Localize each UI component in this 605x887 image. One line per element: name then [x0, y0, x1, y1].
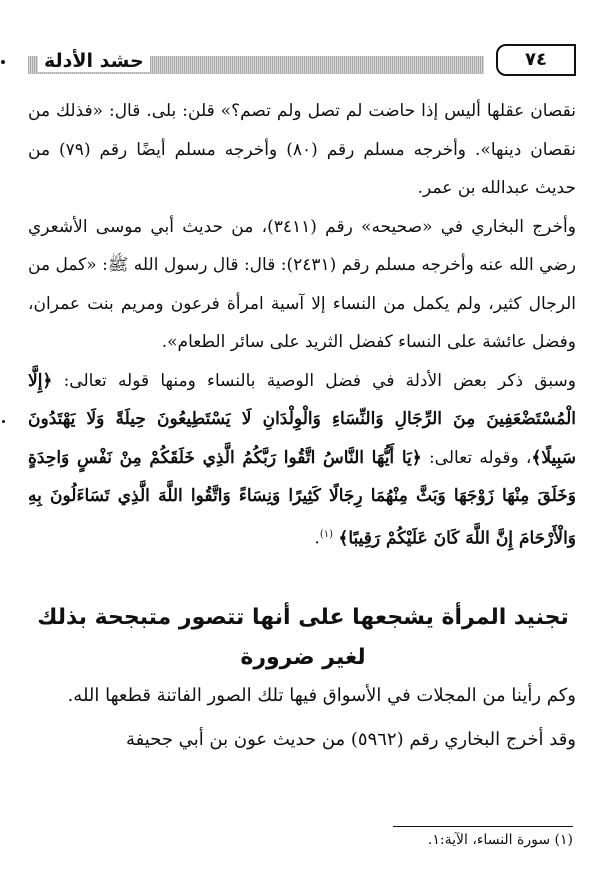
verse-connector: ، وقوله تعالى: — [428, 447, 532, 468]
paragraph: وقد أخرج البخاري رقم (٥٩٦٢) من حديث عون بن أبي جحيفة — [126, 729, 576, 750]
margin-dot — [2, 420, 5, 423]
section-heading: تجنيد المرأة يشجعها على أنها تتصور متبجحة بذلك لغير ضرورة — [37, 605, 569, 670]
paragraph: وكم رأينا من المجلات في الأسواق فيها تلك الصور الفاتنة قطعها الله. — [67, 685, 576, 706]
footnote-marker: (١) — [319, 528, 333, 540]
sentence-end: . — [314, 528, 320, 549]
quran-verse: ﴿إِلَّا الْمُسْتَضْعَفِينَ مِنَ الرِّجَالِ وَالنِّسَاءِ وَالْوِلْدَانِ لَا يَسْتَطِيعُونَ حِيلَةً وَلَا يَهْتَدُونَ سَبِيلًا﴾ — [28, 370, 577, 468]
footnote: (١) سورة النساء، الآية:١. — [427, 832, 573, 848]
running-title: حشد الأدلة — [38, 50, 150, 72]
quran-verse: ﴿يَا أَيُّهَا النَّاسُ اتَّقُوا رَبَّكُمُ الَّذِي خَلَقَكُمْ مِنْ نَفْسٍ وَاحِدَةٍ وَخَلَقَ مِنْهَا زَوْجَهَا وَبَثَّ مِنْهُمَا رِجَالًا كَثِيرًا وَنِسَاءً وَاتَّقُوا اللَّهَ الَّذِي تَسَاءَلُونَ بِهِ وَالْأَرْحَامَ إِنَّ اللَّهَ كَانَ عَلَيْكُمْ رَقِيبًا﴾ — [28, 447, 576, 549]
paragraph: وأخرج البخاري في «صحيحه» رقم (٣٤١١)، من حديث أبي موسى الأشعري رضي الله عنه وأخرجه مسلم رقم (٢٤٣١): قال: قال رسول الله ﷺ: «كمل من الرجال كثير، ولم يكمل من النساء إلا آسية امرأة فرعون ومريم بنت عمران، وفضل عائشة على النساء كفضل الثريد على سائر الطعام». — [28, 216, 576, 352]
footnote-divider — [393, 826, 573, 827]
paragraph: نقصان عقلها أليس إذا حاضت لم تصل ولم تصم؟» قلن: بلى. قال: «فذلك من نقصان دينها». وأخرجه مسلم رقم (٨٠) وأخرجه مسلم أيضًا رقم (٧٩) من حديث عبدالله بن عمر. — [28, 101, 576, 198]
page-header — [28, 44, 584, 78]
verse-paragraph — [28, 362, 576, 558]
verse-intro: وسبق ذكر بعض الأدلة في فضل الوصية بالنساء ومنها قوله تعالى: — [63, 370, 577, 391]
main-text — [28, 92, 576, 558]
section-text — [28, 676, 576, 764]
page-number: ٧٤ — [496, 44, 576, 76]
margin-dot — [1, 60, 5, 64]
